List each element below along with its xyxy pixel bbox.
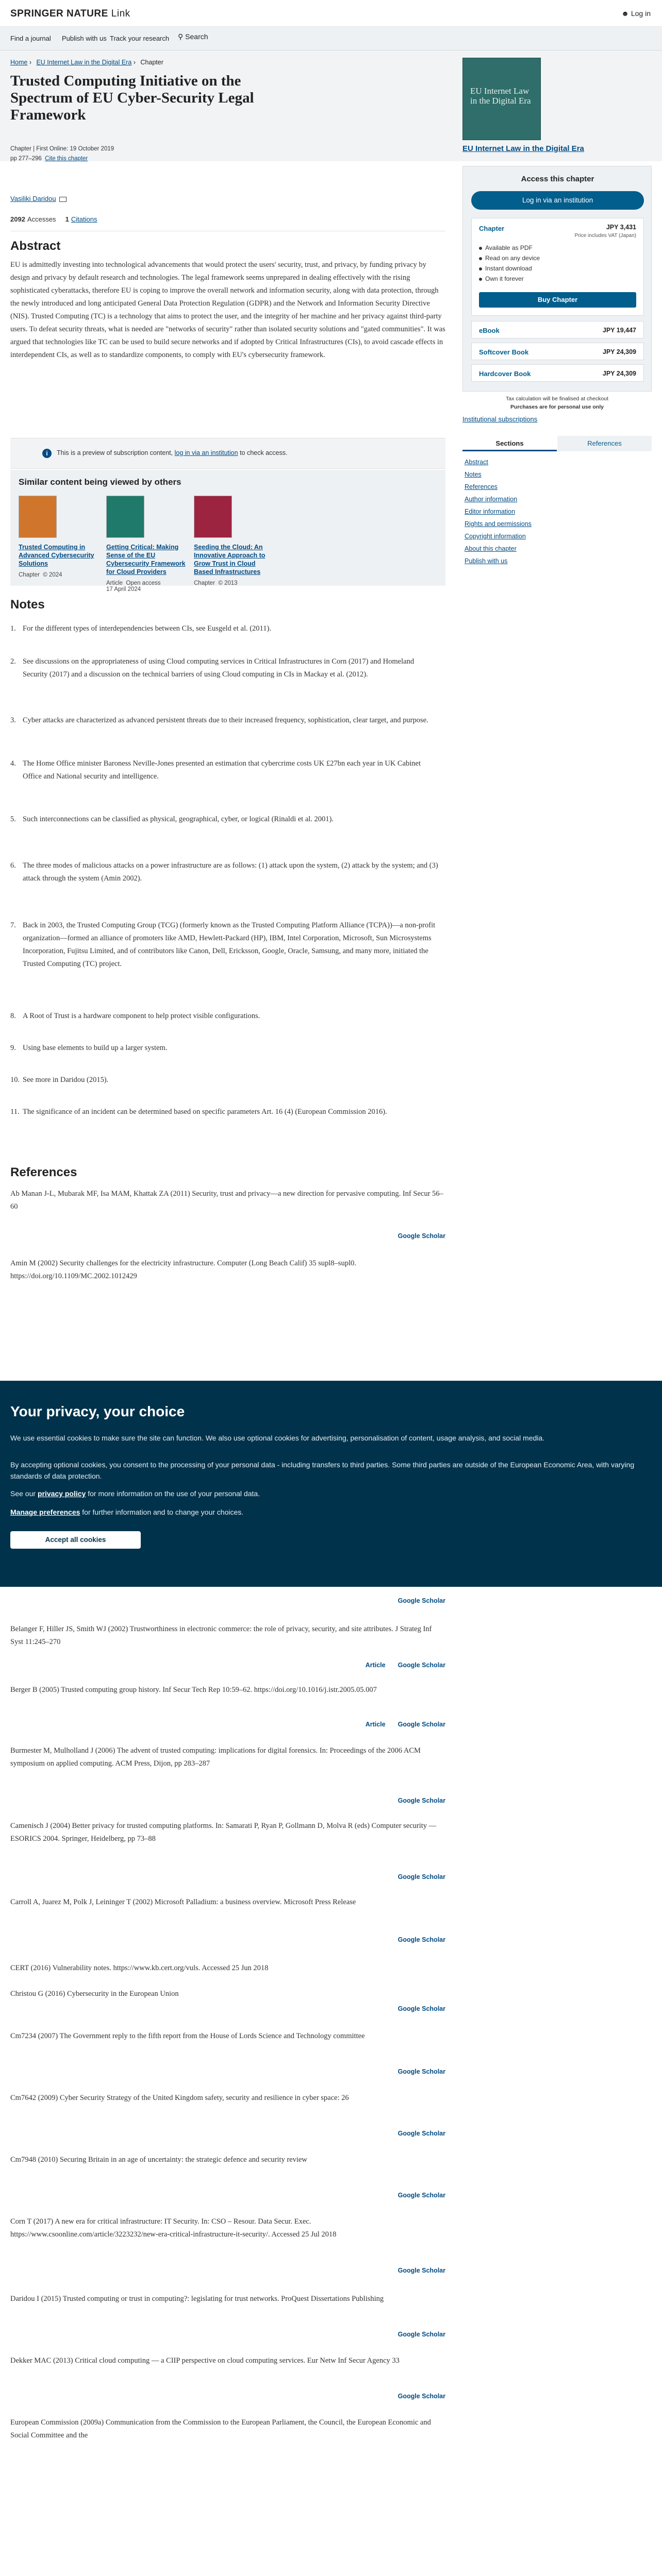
secondary-nav: [0, 27, 662, 50]
reference-item: Belanger F, Hiller JS, Smith WJ (2002) Trustworthiness in electronic commerce: the role of privacy, security, and site attributes. J Strateg Inf Syst 11:245–270: [10, 1625, 432, 1646]
bullet-icon: [479, 247, 482, 250]
similar-card[interactable]: Trusted Computing in Advanced Cybersecurity Solutions Chapter © 2024: [19, 496, 101, 578]
reference-item: Dekker MAC (2013) Critical cloud computing — a CIIP perspective on cloud computing services. Eur Netw Inf Secur Agency 33: [10, 2357, 400, 2365]
nav-find-journal[interactable]: Find a journal: [10, 35, 51, 42]
accept-cookies-button[interactable]: Accept all cookies: [10, 1531, 141, 1549]
subscription-preview-banner: i This is a preview of subscription content, log in via an institution to check access.: [10, 438, 445, 469]
cookie-text: Manage preferences for further information and to change your choices.: [10, 1508, 244, 1516]
reference-item: Daridou I (2015) Trusted computing or trust in computing?: legislating for trust networks. ProQuest Dissertations Publishing: [10, 2295, 384, 2303]
section-link[interactable]: Notes: [465, 471, 482, 478]
section-link[interactable]: Abstract: [465, 459, 488, 466]
institutional-subscriptions-link[interactable]: Institutional subscriptions: [462, 415, 538, 423]
nav-track-research[interactable]: Track your research: [110, 35, 170, 42]
reference-item: Cm7642 (2009) Cyber Security Strategy of the United Kingdom safety, security and resilience in cyber space: 26: [10, 2094, 349, 2102]
chevron-right-icon: ›: [131, 59, 138, 66]
sections-tabs: [462, 436, 652, 451]
reference-item: Cm7234 (2007) The Government reply to the fifth report from the House of Lords Science and Technology committee: [10, 2032, 365, 2040]
breadcrumb-book[interactable]: EU Internet Law in the Digital Era: [36, 59, 132, 66]
search-button[interactable]: ⚲ Search: [178, 32, 208, 41]
page-title: Trusted Computing Initiative on the Spectrum of EU Cyber-Security Legal Framework: [10, 73, 254, 123]
reference-item: Amin M (2002) Security challenges for the electricity infrastructure. Computer (Long Beach Calif) 35 supl8–supl0. https://doi.org/10.1109/MC.2002.1012429: [10, 1259, 356, 1280]
reference-item: Cm7948 (2010) Securing Britain in an age of uncertainty: the strategic defence and security review: [10, 2156, 307, 2164]
google-scholar-link[interactable]: Google Scholar: [398, 1797, 445, 1804]
hardcover-option[interactable]: Hardcover Book JPY 24,309: [471, 364, 644, 382]
personal-use-note: Purchases are for personal use only: [510, 404, 604, 410]
tax-note: Tax calculation will be finalised at checkout: [505, 396, 609, 402]
site-logo[interactable]: SPRINGER NATURE Link: [10, 8, 130, 19]
thumbnail: [194, 496, 232, 538]
thumbnail: [106, 496, 144, 538]
similar-card[interactable]: Getting Critical: Making Sense of the EU Cybersecurity Framework for Cloud Providers Article Open access 17 April 2024: [106, 496, 189, 592]
google-scholar-link[interactable]: Google Scholar: [398, 1721, 445, 1728]
reference-item: Camenisch J (2004) Better privacy for trusted computing platforms. In: Samarati P, Ryan P, Gollmann D, Molva R (eds) Computer security — ESORICS 2004. Springer, Heidelberg, pp 73–88: [10, 1822, 437, 1843]
section-link[interactable]: Author information: [465, 496, 518, 503]
reference-item: Carroll A, Juarez M, Polk J, Leininger T (2002) Microsoft Palladium: a business overview. Microsoft Press Release: [10, 1898, 356, 1906]
access-heading: Access this chapter: [521, 175, 594, 183]
google-scholar-link[interactable]: Google Scholar: [398, 1936, 445, 1943]
bullet-icon: [479, 267, 482, 270]
google-scholar-link[interactable]: Google Scholar: [398, 2267, 445, 2274]
institution-login-link[interactable]: log in via an institution: [174, 449, 238, 456]
abstract-text: EU is admittedly investing into technological advancements that would protect the users' security, trust, and privacy, by funding privacy by design and privacy by default research and technologies. The legal framework seems unprepared in dealing effectively with the rising sophisticated cyberattacks, therefore EU is coping to improve the overall network and information security, along with data protection, through the newly introduced and long anticipated General Data Protection Regulation (GDPR) and the Network and Information Security Directive (NIS). Trusted Computing (TC) is a technology that aims to protect the user, and the integrity of her machine and her privacy against third-party users. To defeat security threats, what is needed are "networks of security" rather than isolated security solutions and "gated communities". It was argued that technologies like TC can be used to build secure networks and if adopted by Critical Infrastructures (CIs), to avoid cascade effects in interdependent CIs, as well as to standardize components, to comply with EU's cybersecurity framework.: [10, 261, 445, 359]
google-scholar-link[interactable]: Google Scholar: [398, 2068, 445, 2075]
similar-heading: Similar content being viewed by others: [19, 477, 181, 487]
section-link[interactable]: Publish with us: [465, 557, 508, 565]
cookie-text: By accepting optional cookies, you consent to the processing of your personal data - including transfers to third parties. Some third parties are outside of the European Economic Area, with varying standards of data protection.: [10, 1461, 635, 1480]
google-scholar-link[interactable]: Google Scholar: [398, 1873, 445, 1880]
top-bar: [0, 0, 662, 27]
section-link[interactable]: References: [465, 483, 498, 490]
section-link[interactable]: About this chapter: [465, 545, 517, 552]
thumbnail: [19, 496, 57, 538]
cite-chapter-link[interactable]: Cite this chapter: [45, 156, 88, 162]
google-scholar-link[interactable]: Google Scholar: [398, 2130, 445, 2137]
user-icon: ☻: [621, 9, 631, 18]
author-row: [10, 195, 67, 202]
chapter-purchase-box: Chapter JPY 3,431 Price includes VAT (Japan) Available as PDF Read on any device Instant download Own it forever Buy Chapter: [471, 218, 644, 316]
reference-item: European Commission (2009a) Communication from the Commission to the European Parliament, the Council, the European Economic and Social Committee and the: [10, 2418, 431, 2439]
book-title-link[interactable]: EU Internet Law in the Digital Era: [462, 144, 584, 153]
similar-card[interactable]: Seeding the Cloud: An Innovative Approach to Grow Trust in Cloud Based Infrastructures Chapter © 2013: [194, 496, 276, 586]
chapter-meta: Chapter | First Online: 19 October 2019: [10, 146, 114, 152]
references-heading: References: [10, 1165, 77, 1179]
google-scholar-link[interactable]: Google Scholar: [398, 2192, 445, 2199]
section-link[interactable]: Editor information: [465, 508, 515, 515]
bullet-icon: [479, 278, 482, 281]
cookie-text: We use essential cookies to make sure the site can function. We also use optional cookies for advertising, personalisation of content, usage analysis, and social media.: [10, 1434, 545, 1442]
cookie-consent-banner: [0, 1381, 662, 1587]
similar-content: [10, 470, 445, 592]
google-scholar-link[interactable]: Google Scholar: [398, 1597, 445, 1604]
article-link[interactable]: Article: [365, 1721, 386, 1728]
reference-item: CERT (2016) Vulnerability notes. https://www.kb.cert.org/vuls. Accessed 25 Jun 2018: [10, 1964, 269, 1972]
chapter-pages-row: pp 277–296 Cite this chapter: [10, 156, 88, 162]
reference-item: Berger B (2005) Trusted computing group history. Inf Secur Tech Rep 10:59–62. https://doi.org/10.1016/j.istr.2005.05.007: [10, 1686, 377, 1694]
institution-login-button[interactable]: Log in via an institution: [471, 191, 644, 210]
search-icon: ⚲: [178, 32, 186, 41]
login-link[interactable]: ☻ Log in: [621, 9, 651, 18]
buy-chapter-button[interactable]: Buy Chapter: [479, 292, 636, 308]
google-scholar-link[interactable]: Google Scholar: [398, 2005, 445, 2012]
google-scholar-link[interactable]: Google Scholar: [398, 2331, 445, 2338]
abstract-heading: Abstract: [10, 239, 61, 253]
article-link[interactable]: Article: [365, 1662, 386, 1669]
ebook-option[interactable]: eBook JPY 19,447: [471, 321, 644, 338]
manage-preferences-link[interactable]: Manage preferences: [10, 1508, 80, 1516]
breadcrumb-home[interactable]: Home: [10, 59, 28, 66]
google-scholar-link[interactable]: Google Scholar: [398, 2393, 445, 2400]
info-icon: i: [42, 449, 52, 458]
reference-item: Corn T (2017) A new era for critical infrastructure: IT Security. In: CSO – Resour. Data Secur. Exec. https://www.csoonline.com/article/3223232/new-era-critical-infrastructure-it-security/. Accessed 25 Jul 2018: [10, 2217, 337, 2239]
section-link[interactable]: Copyright information: [465, 533, 526, 540]
privacy-policy-link[interactable]: privacy policy: [37, 1489, 86, 1498]
tab-sections[interactable]: Sections: [462, 436, 557, 451]
nav-publish[interactable]: Publish with us: [62, 35, 107, 42]
breadcrumb: [10, 59, 167, 66]
author-link[interactable]: Vasiliki Daridou: [10, 195, 56, 202]
google-scholar-link[interactable]: Google Scholar: [398, 1232, 445, 1240]
section-link[interactable]: Rights and permissions: [465, 520, 532, 528]
metrics-row: 2092 Accesses 1 Citations: [10, 215, 97, 223]
citations-link[interactable]: Citations: [71, 215, 97, 223]
bullet-icon: [479, 257, 482, 260]
cookie-text: See our privacy policy for more information on the use of your personal data.: [10, 1489, 260, 1498]
cookie-heading: Your privacy, your choice: [10, 1403, 185, 1419]
reference-item: Ab Manan J-L, Mubarak MF, Isa MAM, Khattak ZA (2011) Security, trust and privacy—a new direction for pervasive computing. Inf Secur 56–60: [10, 1190, 443, 1211]
tab-references[interactable]: References: [557, 436, 652, 451]
softcover-option[interactable]: Softcover Book JPY 24,309: [471, 343, 644, 360]
book-cover[interactable]: EU Internet Law in the Digital Era: [462, 58, 541, 140]
breadcrumb-current: Chapter: [140, 59, 163, 66]
reference-item: Christou G (2016) Cybersecurity in the European Union: [10, 1990, 179, 1998]
chevron-right-icon: ›: [27, 59, 34, 66]
envelope-icon[interactable]: [59, 197, 67, 202]
google-scholar-link[interactable]: Google Scholar: [398, 1662, 445, 1669]
reference-item: Burmester M, Mulholland J (2006) The advent of trusted computing: implications for digital forensics. In: Proceedings of the 2006 ACM symposium on applied computing. ACM Press, Dijon, pp 283–287: [10, 1747, 421, 1768]
access-panel: [462, 166, 652, 392]
notes-heading: Notes: [10, 598, 45, 612]
